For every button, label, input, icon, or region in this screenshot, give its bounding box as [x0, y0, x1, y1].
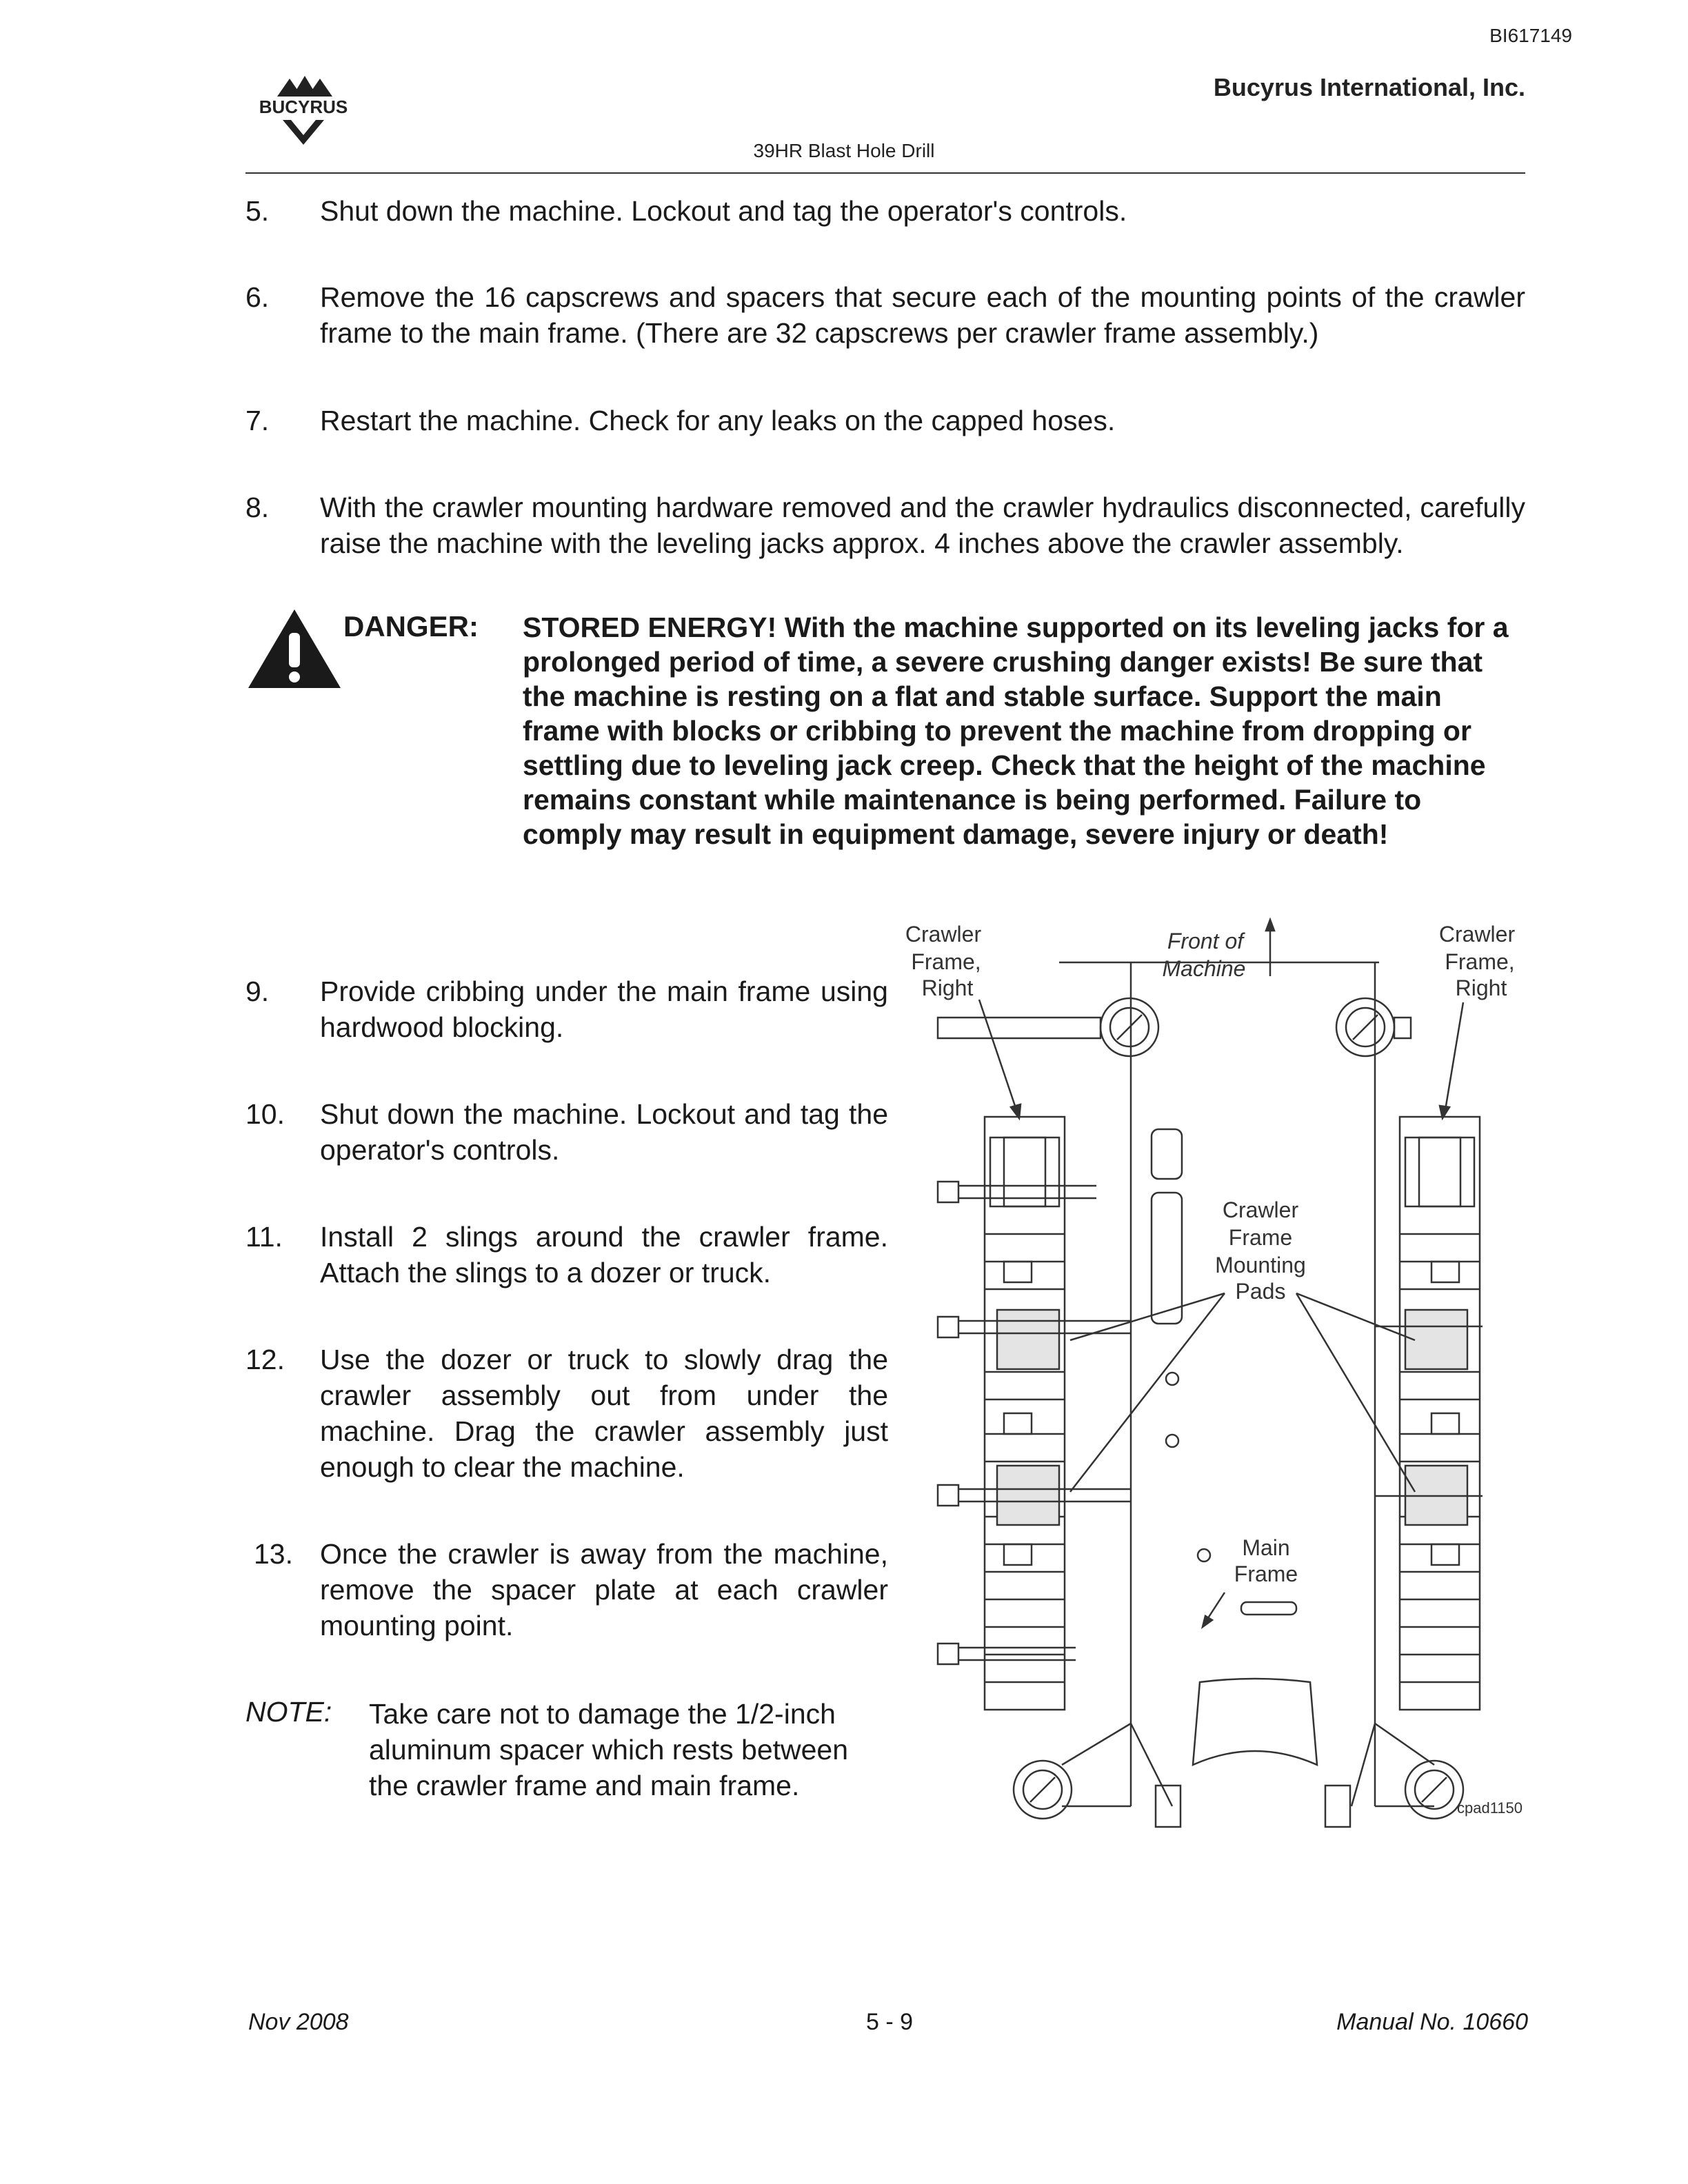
page-subtitle: 39HR Blast Hole Drill — [753, 140, 935, 161]
document-id: BI617149 — [1489, 25, 1572, 46]
step-text: Shut down the machine. Lockout and tag the operator's controls. — [320, 1098, 888, 1166]
step-text: Restart the machine. Check for any leaks on the capped hoses. — [320, 405, 1116, 436]
step-number: 13. — [254, 1538, 293, 1570]
left-crawler-label-1: Crawler — [905, 922, 982, 947]
step-number: 7. — [245, 405, 270, 436]
footer-date: Nov 2008 — [248, 2009, 349, 2035]
step-text: Shut down the machine. Lockout and tag the operator's controls. — [320, 195, 1127, 227]
step-text: Install 2 slings around the crawler frame. Attach the slings to a dozer or truck. — [320, 1221, 888, 1288]
right-crawler-label-1: Crawler — [1438, 922, 1516, 947]
main-frame-label-2: Frame — [1234, 1561, 1298, 1586]
note-label: NOTE: — [245, 1696, 332, 1728]
step-number: 9. — [245, 975, 270, 1007]
step-number: 6. — [245, 281, 270, 313]
note-text: Take care not to damage the 1/2-inch aluminum spacer which rests between the crawler frame and main frame. — [369, 1698, 849, 1801]
front-label-1: Front of — [1167, 929, 1244, 953]
step-text: Remove the 16 capscrews and spacers that secure each of the mounting points of the crawler frame to the main frame. (There are 32 capscrews per crawler frame assembly.) — [320, 281, 1525, 349]
header-rule — [245, 172, 1525, 174]
right-crawler-label-2: Frame, — [1445, 949, 1515, 974]
bucyrus-logo — [234, 69, 372, 152]
pads-label-4: Pads — [1235, 1279, 1286, 1304]
step-number: 5. — [245, 195, 270, 227]
crawler-frame-diagram — [883, 910, 1531, 1834]
pads-label-1: Crawler — [1222, 1197, 1299, 1222]
step-number: 10. — [245, 1098, 285, 1130]
right-crawler-label-3: Right — [1455, 975, 1507, 1000]
danger-text: STORED ENERGY! With the machine supported on its leveling jacks for a prolonged period of time, a severe crushing danger exists! Be sure that the machine is resting on a flat and stable surface. Support the main frame with blocks or cribbing to prevent the machine from dropping or settling due to leveling jack creep. Check that the height of the machine remains constant while maintenance is being performed. Failure to comply may result in equipment damage, severe injury or death! — [523, 611, 1509, 850]
step-number: 12. — [245, 1344, 285, 1375]
main-frame-label-1: Main — [1242, 1535, 1290, 1560]
warning-triangle-icon — [245, 607, 343, 692]
step-text: Provide cribbing under the main frame using hardwood blocking. — [320, 975, 888, 1043]
page-number: 5 - 9 — [865, 2009, 914, 2035]
company-name: Bucyrus International, Inc. — [1213, 73, 1525, 101]
left-crawler-label-3: Right — [921, 975, 974, 1000]
svg-text:BUCYRUS: BUCYRUS — [259, 97, 348, 117]
step-number: 11. — [245, 1221, 283, 1253]
step-number: 8. — [245, 492, 270, 523]
danger-label: DANGER: — [343, 610, 479, 643]
left-crawler-label-2: Frame, — [911, 949, 981, 974]
step-text: Once the crawler is away from the machine, remove the spacer plate at each crawler mounting point. — [320, 1538, 888, 1641]
figure-ref: cpad1150 — [1456, 1799, 1523, 1817]
pads-label-2: Frame — [1228, 1225, 1293, 1250]
step-text: With the crawler mounting hardware removed and the crawler hydraulics disconnected, carefully raise the machine with the leveling jacks approx. 4 inches above the crawler assembly. — [320, 492, 1525, 559]
front-label-2: Machine — [1162, 956, 1246, 981]
step-text: Use the dozer or truck to slowly drag the crawler assembly out from under the machine. Drag the crawler assembly just enough to clear the machine. — [320, 1344, 888, 1483]
manual-number: Manual No. 10660 — [1336, 2009, 1528, 2035]
pads-label-3: Mounting — [1215, 1253, 1306, 1277]
